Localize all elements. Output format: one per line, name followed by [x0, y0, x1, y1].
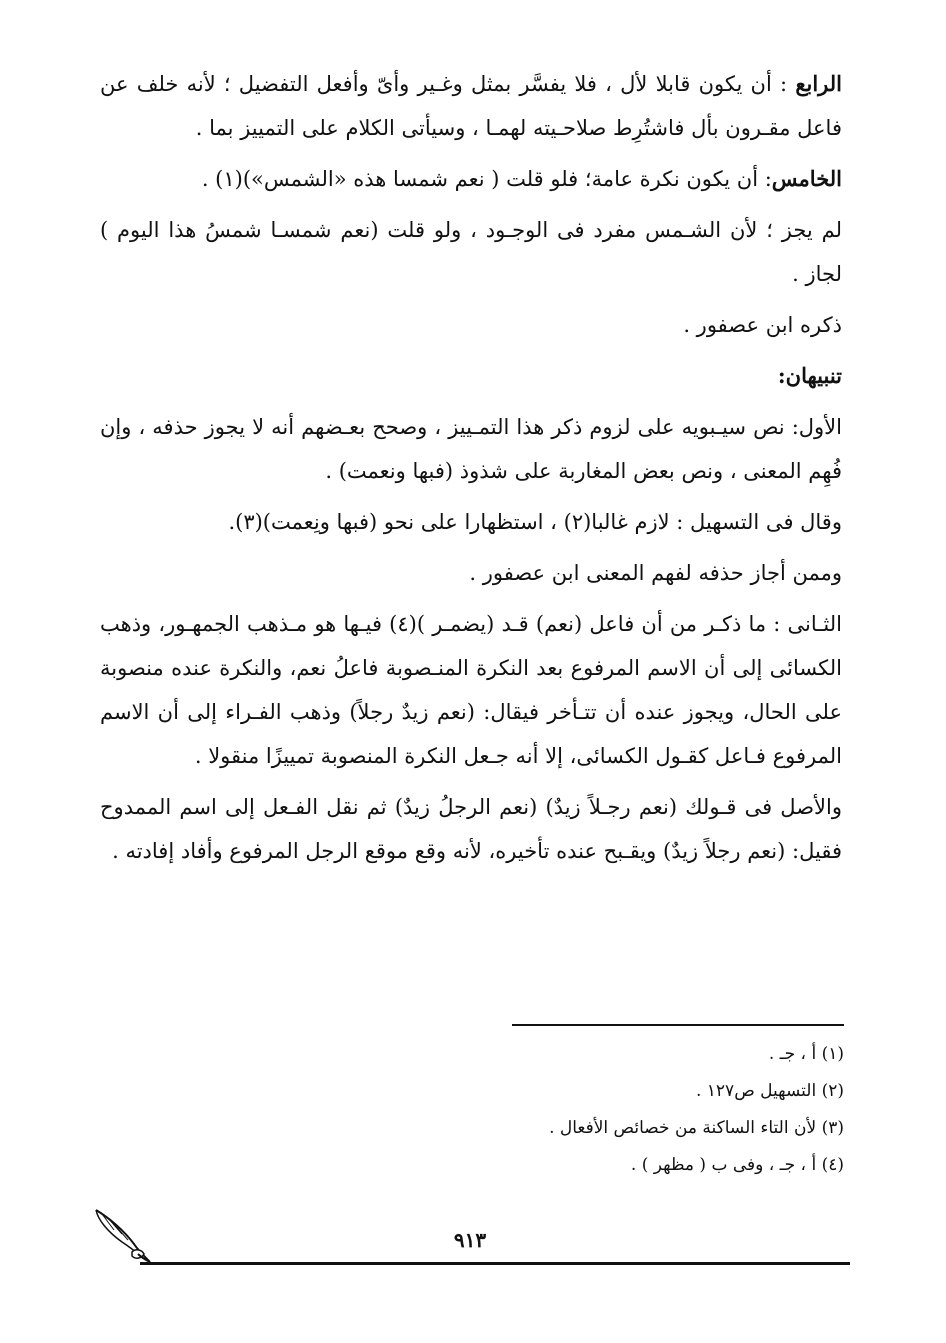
section-heading: تنبيهان: — [777, 363, 842, 388]
paragraph-text: : أن يكون نكرة عامة؛ فلو قلت ( نعم شمسا هذه «الشمس»)(١) . — [201, 167, 772, 191]
paragraph-origin — [100, 785, 842, 873]
paragraph-fourth — [100, 62, 842, 150]
footnote-divider — [512, 1024, 844, 1026]
footnotes — [424, 1036, 844, 1184]
paragraph-text: : أن يكون قابلا لأل ، فلا يفسَّر بمثل وغـير وأىّ وأفعل التفضيل ؛ لأنه خلف عن فاعل مقـرون بأل فاشتُرِط صلاحـيته لهمـا ، وسيأتى الكلام على التمييز بما . — [100, 72, 842, 140]
paragraph-first-note — [100, 405, 842, 493]
paragraph-text: الثـانى : ما ذكـر من أن فاعل (نعم) قـد (يضمـر )(٤) فيـها هو مـذهب الجمهـور، وذهب الكسائى إلى أن الاسم المرفوع بعد النكرة المنـصوبة فاعلُ نعم، والنكرة عنده منصوبة على الحال، ويجوز عنده أن تتـأخر فيقال: (نعم زيدٌ رجلاً) وذهب الفـراء إلى أن الاسم المرفوع فـاعل كقـول الكسائى، إلا أنه جـعل النكرة المنصوبة تمييزًا منقولا . — [100, 612, 842, 768]
paragraph-lead: الخامس — [771, 166, 842, 191]
page-number: ٩١٣ — [453, 1228, 487, 1252]
footnote-1: (١) أ ، جـ . — [768, 1044, 844, 1064]
paragraph-fifth — [100, 157, 842, 201]
paragraph-text: وممن أجاز حذفه لفهم المعنى ابن عصفور . — [469, 561, 842, 585]
paragraph-text: لم يجز ؛ لأن الشـمس مفرد فى الوجـود ، ولو قلت (نعم شمسـا شمسُ هذا اليوم ) لجاز . — [100, 218, 842, 286]
main-text — [100, 62, 842, 880]
paragraph-tashil — [100, 500, 842, 544]
paragraph-ibn-usfur — [100, 551, 842, 595]
paragraph-text: وقال فى التسهيل : لازم غالبا(٢) ، استظهارا على نحو (فبها ونِعمت)(٣). — [228, 510, 842, 534]
footnote-2: (٢) التسهيل ص١٢٧ . — [695, 1081, 844, 1101]
paragraph-lead: الرابع — [795, 71, 842, 96]
footnote-4: (٤) أ ، جـ ، وفى ب ( مظهر ) . — [630, 1155, 844, 1175]
paragraph-citation — [100, 303, 842, 347]
paragraph-second-note — [100, 602, 842, 778]
paragraph-not-allowed — [100, 208, 842, 296]
paragraph-text: الأول: نص سيـبويه على لزوم ذكر هذا التمـييز ، وصحح بعـضهم أنه لا يجوز حذفه ، وإن فُهِم المعنى ، ونص بعض المغاربة على شذوذ (فبها ونعمت) . — [100, 415, 842, 483]
bottom-divider — [140, 1262, 850, 1265]
paragraph-text: ذكره ابن عصفور . — [683, 313, 842, 337]
quill-pen-icon — [92, 1206, 154, 1266]
paragraph-text: والأصل فى قـولك (نعم رجـلاً زيدٌ) (نعم الرجلُ زيدٌ) ثم نقل الفـعل إلى اسم الممدوح فقيل: (نعم رجلاً زيدٌ) ويقـبح عنده تأخيره، لأنه وقع موقع الرجل المرفوع وأفاد إفادته . — [100, 795, 842, 863]
footnote-3: (٣) لأن التاء الساكنة من خصائص الأفعال . — [549, 1118, 844, 1138]
